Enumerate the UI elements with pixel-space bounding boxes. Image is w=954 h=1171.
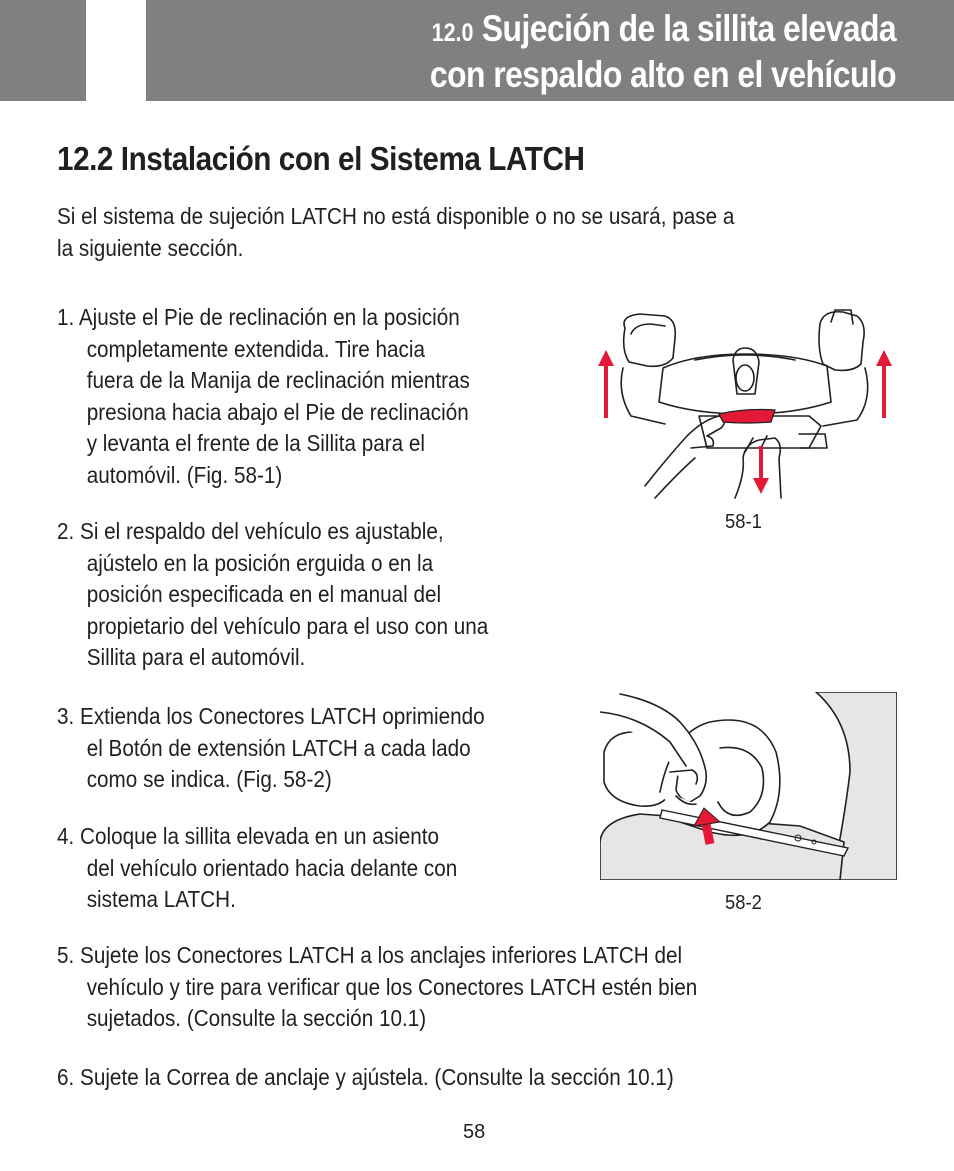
step-line: fuera de la Manija de reclinación mientras xyxy=(86,367,470,393)
step-line: sistema LATCH. xyxy=(86,886,236,912)
section-heading: 12.2 Instalación con el Sistema LATCH xyxy=(57,140,585,177)
step-line: propietario del vehículo para el uso con una xyxy=(86,612,489,639)
step-line: 2. Si el respaldo del vehículo es ajustable, xyxy=(57,518,444,544)
intro-line-1: Si el sistema de sujeción LATCH no está disponible o no se usará, pase a xyxy=(57,203,735,229)
page-title xyxy=(430,8,896,96)
step-line: y levanta el frente de la Sillita para el xyxy=(86,430,426,456)
step-3 xyxy=(57,701,485,796)
step-line: presiona hacia abajo el Pie de reclinación xyxy=(86,398,469,425)
figure-58-1-label: 58-1 xyxy=(725,511,762,533)
figure-58-2-label: 58-2 xyxy=(725,892,762,914)
figure-58-2-illustration xyxy=(600,692,897,880)
step-5 xyxy=(57,940,697,1035)
step-4 xyxy=(57,821,457,916)
step-6 xyxy=(57,1062,674,1094)
step-line: como se indica. (Fig. 58-2) xyxy=(86,766,332,792)
title-line-2: con respaldo alto en el vehículo xyxy=(429,54,896,95)
step-line: 4. Coloque la sillita elevada en un asiento xyxy=(57,823,440,849)
header-bar xyxy=(146,0,954,101)
step-line: Sillita para el automóvil. xyxy=(86,644,306,670)
step-line: 3. Extienda los Conectores LATCH oprimiendo xyxy=(57,703,485,729)
step-line: 1. Ajuste el Pie de reclinación en la posición xyxy=(57,304,460,330)
step-line: 6. Sujete la Correa de anclaje y ajústela. (Consulte la sección 10.1) xyxy=(57,1064,674,1090)
step-line: posición especificada en el manual del xyxy=(86,581,442,607)
step-line: automóvil. (Fig. 58-1) xyxy=(86,461,283,488)
step-line: vehículo y tire para verificar que los Conectores LATCH estén bien xyxy=(86,973,698,1000)
intro-line-2: la siguiente sección. xyxy=(57,235,244,261)
header-left-block xyxy=(0,0,86,101)
step-line: completamente extendida. Tire hacia xyxy=(86,335,426,362)
step-1 xyxy=(57,302,470,491)
step-2 xyxy=(57,516,488,674)
figure-58-1-illustration xyxy=(595,298,900,503)
step-line: 5. Sujete los Conectores LATCH a los anclajes inferiores LATCH del xyxy=(57,942,683,968)
step-line: sujetados. (Consulte la sección 10.1) xyxy=(86,1005,427,1031)
step-line: del vehículo orientado hacia delante con xyxy=(86,854,458,881)
step-line: el Botón de extensión LATCH a cada lado xyxy=(86,734,471,761)
title-line-1: Sujeción de la sillita elevada xyxy=(481,8,896,49)
recline-foot-highlight xyxy=(719,410,775,424)
section-number: 12.0 xyxy=(431,19,474,47)
page-number: 58 xyxy=(463,1121,486,1143)
step-line: ajústelo en la posición erguida o en la xyxy=(86,549,434,576)
